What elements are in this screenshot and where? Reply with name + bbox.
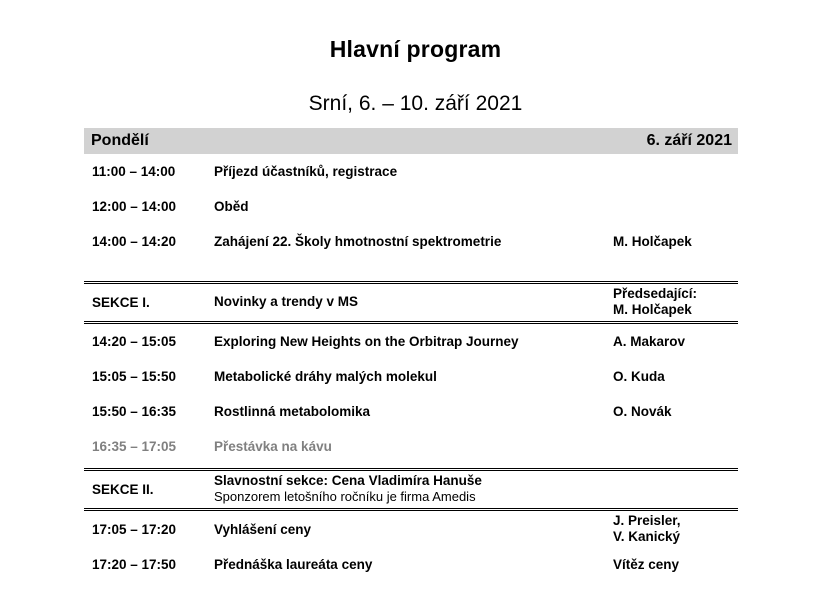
section-label: SEKCE I. (92, 294, 150, 310)
row-title: Přednáška laureáta ceny (214, 557, 373, 572)
section-chair-label: Předsedající: (613, 286, 698, 301)
row-title: Oběd (214, 199, 249, 214)
day-header (84, 128, 738, 154)
section-heading-2 (84, 468, 738, 511)
section-title-wrap (214, 473, 613, 505)
row-speaker: O. Novák (613, 404, 672, 419)
row-title: Příjezd účastníků, registrace (214, 164, 398, 179)
row-title: Vyhlášení ceny (214, 521, 312, 537)
row-title: Zahájení 22. Školy hmotnostní spektrometrie (214, 234, 502, 249)
row-time: 12:00 – 14:00 (92, 199, 177, 214)
row-speaker (613, 557, 738, 573)
row-speaker: A. Makarov (613, 334, 686, 349)
section-spacer (84, 259, 738, 281)
row-title: Metabolické dráhy malých molekul (214, 369, 437, 384)
table-row (84, 547, 738, 582)
row-speaker-line1: J. Preisler, (613, 513, 681, 528)
table-row (84, 359, 738, 394)
schedule-table (84, 128, 738, 582)
section-chair (613, 286, 738, 318)
row-title: Exploring New Heights on the Orbitrap Journey (214, 334, 519, 349)
table-row (84, 224, 738, 259)
row-time: 15:05 – 15:50 (92, 369, 177, 384)
section-heading-1 (84, 281, 738, 324)
section-subtitle: Sponzorem letošního ročníku je firma Amedis (214, 489, 476, 504)
table-row (84, 394, 738, 429)
section-label: SEKCE II. (92, 481, 154, 497)
row-title: Přestávka na kávu (214, 439, 332, 454)
page-subtitle: Srní, 6. – 10. září 2021 (308, 92, 523, 115)
row-speaker-line1: Vítěz ceny (613, 556, 680, 572)
row-time: 16:35 – 17:05 (92, 439, 177, 454)
day-date: 6. září 2021 (646, 132, 732, 149)
page-title: Hlavní program (329, 36, 502, 62)
row-time: 14:00 – 14:20 (92, 234, 177, 249)
row-time: 11:00 – 14:00 (92, 164, 176, 179)
section-title: Slavnostní sekce: Cena Vladimíra Hanuše (214, 473, 482, 488)
day-name: Pondělí (91, 132, 149, 149)
row-speaker (613, 513, 738, 545)
row-time: 17:05 – 17:20 (92, 521, 177, 537)
row-speaker: M. Holčapek (613, 234, 692, 249)
row-title: Rostlinná metabolomika (214, 404, 371, 419)
section-title-wrap (214, 294, 613, 310)
row-time: 17:20 – 17:50 (92, 557, 177, 572)
table-row-break (84, 429, 738, 464)
section-heading-row (84, 471, 738, 508)
section-title: Novinky a trendy v MS (214, 294, 359, 309)
section-heading-row (84, 284, 738, 321)
row-speaker-line2: V. Kanický (613, 529, 681, 544)
table-row (84, 511, 738, 547)
table-row (84, 324, 738, 359)
row-time: 15:50 – 16:35 (92, 404, 177, 419)
row-speaker: O. Kuda (613, 369, 665, 384)
table-row (84, 189, 738, 224)
section-chair-name: M. Holčapek (613, 302, 692, 317)
table-row (84, 154, 738, 189)
row-time: 14:20 – 15:05 (92, 334, 177, 349)
